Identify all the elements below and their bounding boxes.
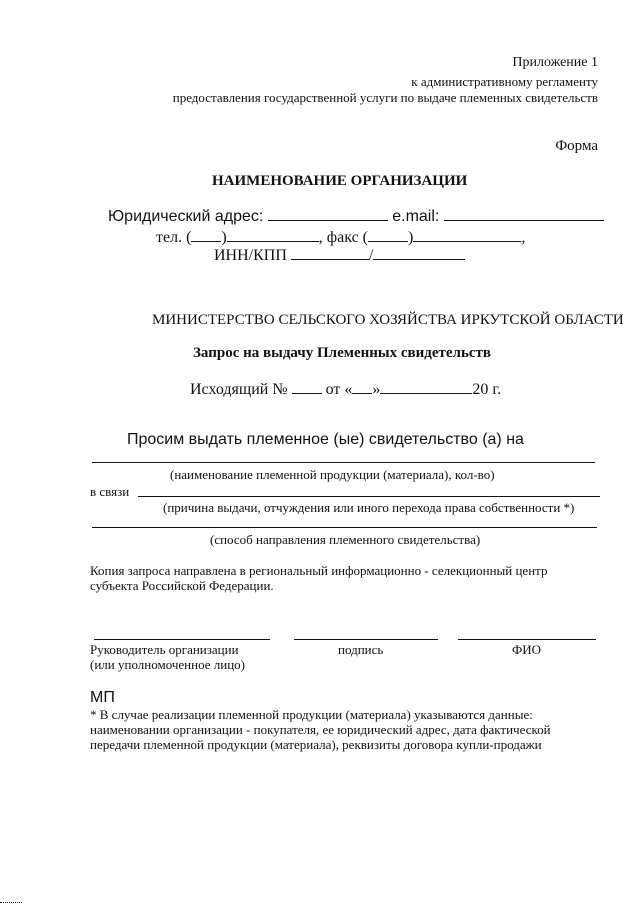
copy-note-line-1: Копия запроса направлена в региональный информационно - селекционный центр — [90, 563, 548, 578]
method-field[interactable] — [92, 527, 597, 528]
product-field[interactable] — [92, 462, 595, 463]
reason-field[interactable] — [138, 496, 600, 497]
inn-kpp-label: ИНН/КПП — [214, 247, 287, 264]
fax-label: , факс ( — [318, 229, 369, 246]
outgoing-row — [190, 380, 501, 399]
year-suffix: г. — [492, 381, 502, 398]
head-label-2: (или уполномоченное лицо) — [90, 657, 245, 672]
phone-label: тел. ( — [156, 229, 192, 246]
phone-code-field[interactable] — [191, 228, 221, 242]
date-from-label: от « — [325, 381, 353, 398]
scan-edge-mark — [0, 902, 22, 903]
footnote-line-2: наименовании организации - покупателя, ее юридический адрес, дата фактической — [90, 722, 551, 737]
org-title: НАИМЕНОВАНИЕ ОРГАНИЗАЦИИ — [212, 173, 468, 189]
footnote-line-3: передачи племенной продукции (материала), реквизиты договора купли-продажи — [90, 737, 542, 752]
day-field[interactable] — [352, 380, 372, 394]
ask-text: Просим выдать племенное (ые) свидетельство (а) на — [127, 431, 524, 448]
outgoing-label: Исходящий № — [190, 381, 288, 398]
year-label: 20 — [472, 381, 489, 398]
appendix-regulation: к административному регламенту — [411, 74, 598, 89]
kpp-field[interactable] — [373, 246, 465, 260]
inn-field[interactable] — [291, 246, 369, 260]
legal-address-label: Юридический адрес: — [108, 208, 264, 225]
ministry-name: МИНИСТЕРСТВО СЕЛЬСКОГО ХОЗЯЙСТВА ИРКУТСКОЙ ОБЛАСТИ — [152, 312, 624, 328]
appendix-provision: предоставления государственной услуги по выдаче племенных свидетельств — [172, 90, 598, 105]
method-hint: (способ направления племенного свидетельства) — [210, 532, 481, 547]
signature-line[interactable] — [294, 639, 438, 640]
outgoing-number-field[interactable] — [292, 380, 322, 394]
legal-address-row — [108, 207, 604, 226]
request-title: Запрос на выдачу Племенных свидетельств — [193, 345, 492, 361]
fax-field[interactable] — [413, 228, 521, 242]
month-field[interactable] — [380, 380, 472, 394]
in-connection-label: в связи — [90, 484, 130, 499]
inn-kpp-row: ИНН/КПП / — [214, 246, 465, 265]
form-label: Форма — [555, 138, 598, 154]
legal-address-field[interactable] — [268, 207, 388, 221]
reason-hint: (причина выдачи, отчуждения или иного перехода права собственности *) — [163, 500, 575, 515]
phone-fax-row: тел. ( ) , факс ( ) , — [156, 229, 526, 246]
footnote-line-1: * В случае реализации племенной продукции (материала) указываются данные: — [90, 707, 533, 722]
fax-code-field[interactable] — [368, 228, 408, 242]
head-sign-line[interactable] — [94, 639, 270, 640]
name-line[interactable] — [458, 639, 596, 640]
name-label: ФИО — [512, 642, 542, 657]
appendix-number: Приложение 1 — [512, 55, 598, 70]
signature-label: подпись — [338, 642, 384, 657]
phone-field[interactable] — [227, 228, 319, 242]
copy-note-line-2: субъекта Российской Федерации. — [90, 578, 274, 593]
email-field[interactable] — [444, 207, 604, 221]
stamp-label: МП — [90, 689, 115, 706]
product-hint: (наименование племенной продукции (материала), кол-во) — [170, 467, 495, 482]
head-label-1: Руководитель организации — [90, 642, 239, 657]
email-label: e.mail: — [392, 208, 440, 225]
date-quote-close: » — [372, 381, 381, 398]
